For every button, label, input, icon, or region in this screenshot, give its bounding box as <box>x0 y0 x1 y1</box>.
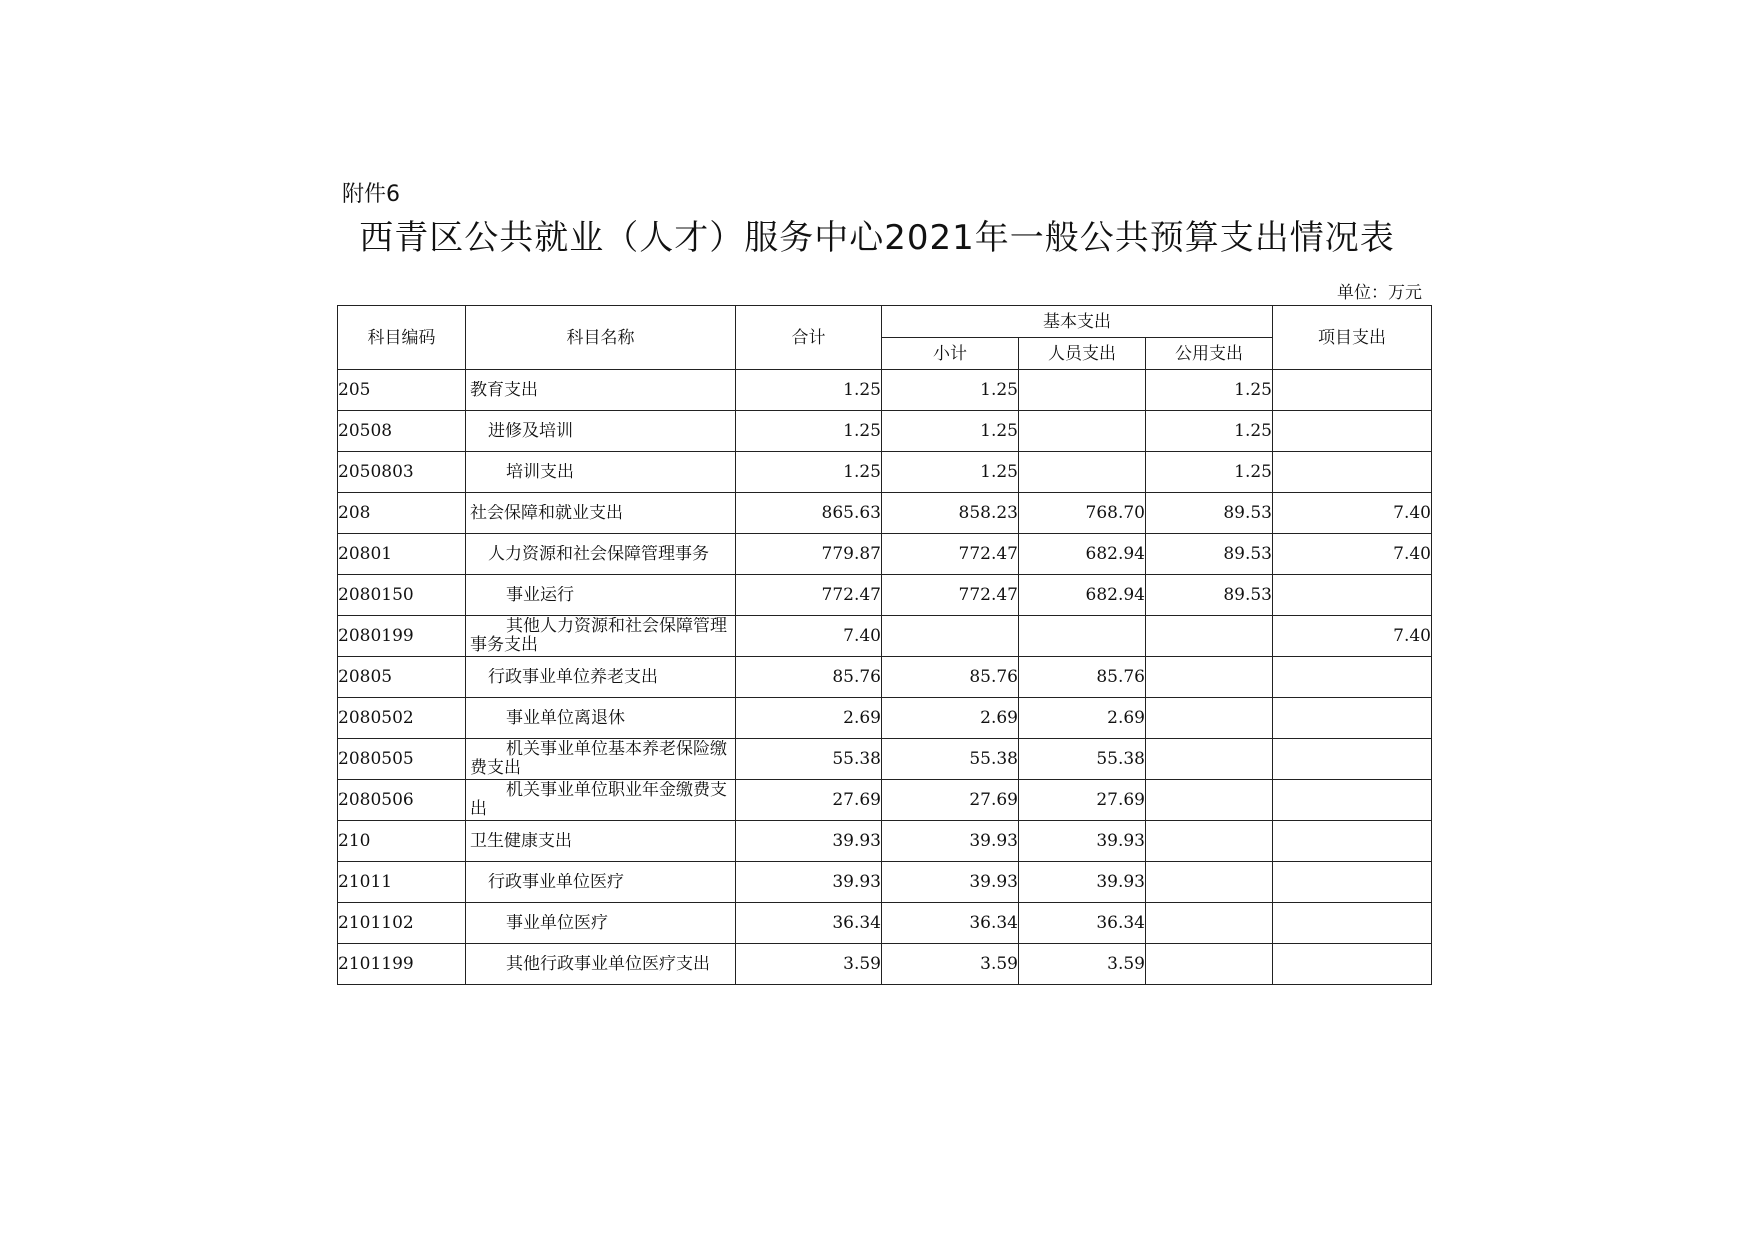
row-total: 3.59 <box>736 944 882 985</box>
row-public <box>1146 616 1273 657</box>
row-public: 1.25 <box>1146 452 1273 493</box>
row-name: 人力资源和社会保障管理事务 <box>488 544 709 564</box>
row-project <box>1273 862 1432 903</box>
table-row <box>338 575 1432 616</box>
row-public: 89.53 <box>1146 493 1273 534</box>
row-personnel <box>1019 452 1146 493</box>
row-name-cell <box>466 944 736 985</box>
row-name-cell <box>466 739 736 780</box>
row-project: 7.40 <box>1273 616 1432 657</box>
row-total: 1.25 <box>736 370 882 411</box>
table-row <box>338 944 1432 985</box>
table-row <box>338 452 1432 493</box>
row-total: 779.87 <box>736 534 882 575</box>
row-total: 865.63 <box>736 493 882 534</box>
row-name-cell <box>466 493 736 534</box>
table-row <box>338 780 1432 821</box>
row-name-cell <box>466 575 736 616</box>
row-subtotal: 772.47 <box>882 575 1019 616</box>
row-subtotal: 85.76 <box>882 657 1019 698</box>
table-row <box>338 739 1432 780</box>
row-public <box>1146 739 1273 780</box>
row-total: 36.34 <box>736 903 882 944</box>
document-title: 西青区公共就业（人才）服务中心2021年一般公共预算支出情况表 <box>359 218 1395 258</box>
row-name: 社会保障和就业支出 <box>470 503 623 523</box>
row-public: 89.53 <box>1146 534 1273 575</box>
row-subtotal: 55.38 <box>882 739 1019 780</box>
row-name-cell <box>466 370 736 411</box>
header-subtotal: 小计 <box>882 338 1019 370</box>
header-code: 科目编码 <box>338 306 466 370</box>
row-project: 7.40 <box>1273 493 1432 534</box>
row-project <box>1273 452 1432 493</box>
row-name: 行政事业单位养老支出 <box>488 667 658 687</box>
row-public: 89.53 <box>1146 575 1273 616</box>
row-project <box>1273 657 1432 698</box>
row-public <box>1146 944 1273 985</box>
row-personnel: 39.93 <box>1019 862 1146 903</box>
row-name-cell <box>466 616 736 657</box>
row-name: 事业单位离退休 <box>506 708 625 728</box>
unit-label: 单位：万元 <box>1337 283 1422 303</box>
row-code: 208 <box>338 493 466 534</box>
table-row <box>338 534 1432 575</box>
row-total: 772.47 <box>736 575 882 616</box>
row-personnel <box>1019 616 1146 657</box>
table-row <box>338 698 1432 739</box>
row-code: 2101102 <box>338 903 466 944</box>
row-name: 行政事业单位医疗 <box>488 872 624 892</box>
row-public <box>1146 657 1273 698</box>
row-code: 20508 <box>338 411 466 452</box>
row-subtotal: 1.25 <box>882 370 1019 411</box>
row-personnel: 27.69 <box>1019 780 1146 821</box>
row-name: 事业运行 <box>506 585 574 605</box>
row-subtotal <box>882 616 1019 657</box>
row-subtotal: 39.93 <box>882 862 1019 903</box>
row-personnel: 3.59 <box>1019 944 1146 985</box>
row-personnel: 85.76 <box>1019 657 1146 698</box>
row-code: 205 <box>338 370 466 411</box>
row-project <box>1273 944 1432 985</box>
header-project: 项目支出 <box>1273 306 1432 370</box>
row-name-cell <box>466 698 736 739</box>
row-name: 其他人力资源和社会保障管理事务支出 <box>470 617 727 655</box>
row-code: 2080506 <box>338 780 466 821</box>
row-personnel <box>1019 370 1146 411</box>
row-personnel: 55.38 <box>1019 739 1146 780</box>
row-personnel: 682.94 <box>1019 575 1146 616</box>
row-name: 机关事业单位职业年金缴费支出 <box>470 781 727 819</box>
row-code: 20805 <box>338 657 466 698</box>
row-name: 教育支出 <box>470 380 538 400</box>
row-personnel <box>1019 411 1146 452</box>
row-public: 1.25 <box>1146 411 1273 452</box>
row-personnel: 36.34 <box>1019 903 1146 944</box>
row-public <box>1146 698 1273 739</box>
row-total: 39.93 <box>736 821 882 862</box>
row-public <box>1146 862 1273 903</box>
row-subtotal: 858.23 <box>882 493 1019 534</box>
row-name-cell <box>466 452 736 493</box>
table-row <box>338 616 1432 657</box>
row-subtotal: 39.93 <box>882 821 1019 862</box>
row-public <box>1146 903 1273 944</box>
row-subtotal: 772.47 <box>882 534 1019 575</box>
row-total: 1.25 <box>736 411 882 452</box>
row-total: 1.25 <box>736 452 882 493</box>
table-row <box>338 411 1432 452</box>
row-personnel: 39.93 <box>1019 821 1146 862</box>
row-name: 机关事业单位基本养老保险缴费支出 <box>470 740 727 778</box>
table-row <box>338 493 1432 534</box>
row-total: 27.69 <box>736 780 882 821</box>
row-subtotal: 3.59 <box>882 944 1019 985</box>
row-name: 卫生健康支出 <box>470 831 572 851</box>
row-code: 210 <box>338 821 466 862</box>
row-code: 2050803 <box>338 452 466 493</box>
table-row <box>338 862 1432 903</box>
table-row <box>338 903 1432 944</box>
row-name: 培训支出 <box>506 462 574 482</box>
row-public <box>1146 821 1273 862</box>
row-name-cell <box>466 411 736 452</box>
row-personnel: 2.69 <box>1019 698 1146 739</box>
table-row <box>338 821 1432 862</box>
row-code: 2101199 <box>338 944 466 985</box>
row-name: 进修及培训 <box>488 421 573 441</box>
header-basic: 基本支出 <box>882 306 1273 338</box>
row-code: 2080505 <box>338 739 466 780</box>
row-project <box>1273 698 1432 739</box>
row-name: 事业单位医疗 <box>506 913 608 933</box>
header-total: 合计 <box>736 306 882 370</box>
row-code: 21011 <box>338 862 466 903</box>
row-project: 7.40 <box>1273 534 1432 575</box>
row-subtotal: 1.25 <box>882 411 1019 452</box>
row-public: 1.25 <box>1146 370 1273 411</box>
row-project <box>1273 821 1432 862</box>
row-total: 55.38 <box>736 739 882 780</box>
row-name-cell <box>466 821 736 862</box>
row-name-cell <box>466 657 736 698</box>
row-project <box>1273 370 1432 411</box>
row-total: 39.93 <box>736 862 882 903</box>
row-personnel: 682.94 <box>1019 534 1146 575</box>
row-code: 2080199 <box>338 616 466 657</box>
header-name: 科目名称 <box>466 306 736 370</box>
row-subtotal: 36.34 <box>882 903 1019 944</box>
row-subtotal: 1.25 <box>882 452 1019 493</box>
row-name-cell <box>466 780 736 821</box>
row-total: 85.76 <box>736 657 882 698</box>
row-name-cell <box>466 903 736 944</box>
row-code: 2080502 <box>338 698 466 739</box>
row-project <box>1273 780 1432 821</box>
attachment-label: 附件6 <box>342 182 400 207</box>
row-name-cell <box>466 862 736 903</box>
table-header <box>338 306 1432 370</box>
row-subtotal: 27.69 <box>882 780 1019 821</box>
table-row <box>338 370 1432 411</box>
table-body <box>338 370 1432 985</box>
row-total: 2.69 <box>736 698 882 739</box>
row-total: 7.40 <box>736 616 882 657</box>
budget-table <box>337 305 1432 985</box>
header-personnel: 人员支出 <box>1019 338 1146 370</box>
row-code: 2080150 <box>338 575 466 616</box>
header-public: 公用支出 <box>1146 338 1273 370</box>
row-name-cell <box>466 534 736 575</box>
row-project <box>1273 739 1432 780</box>
row-code: 20801 <box>338 534 466 575</box>
row-name: 其他行政事业单位医疗支出 <box>506 954 710 974</box>
row-subtotal: 2.69 <box>882 698 1019 739</box>
row-project <box>1273 903 1432 944</box>
row-project <box>1273 411 1432 452</box>
row-public <box>1146 780 1273 821</box>
row-personnel: 768.70 <box>1019 493 1146 534</box>
table-row <box>338 657 1432 698</box>
row-project <box>1273 575 1432 616</box>
